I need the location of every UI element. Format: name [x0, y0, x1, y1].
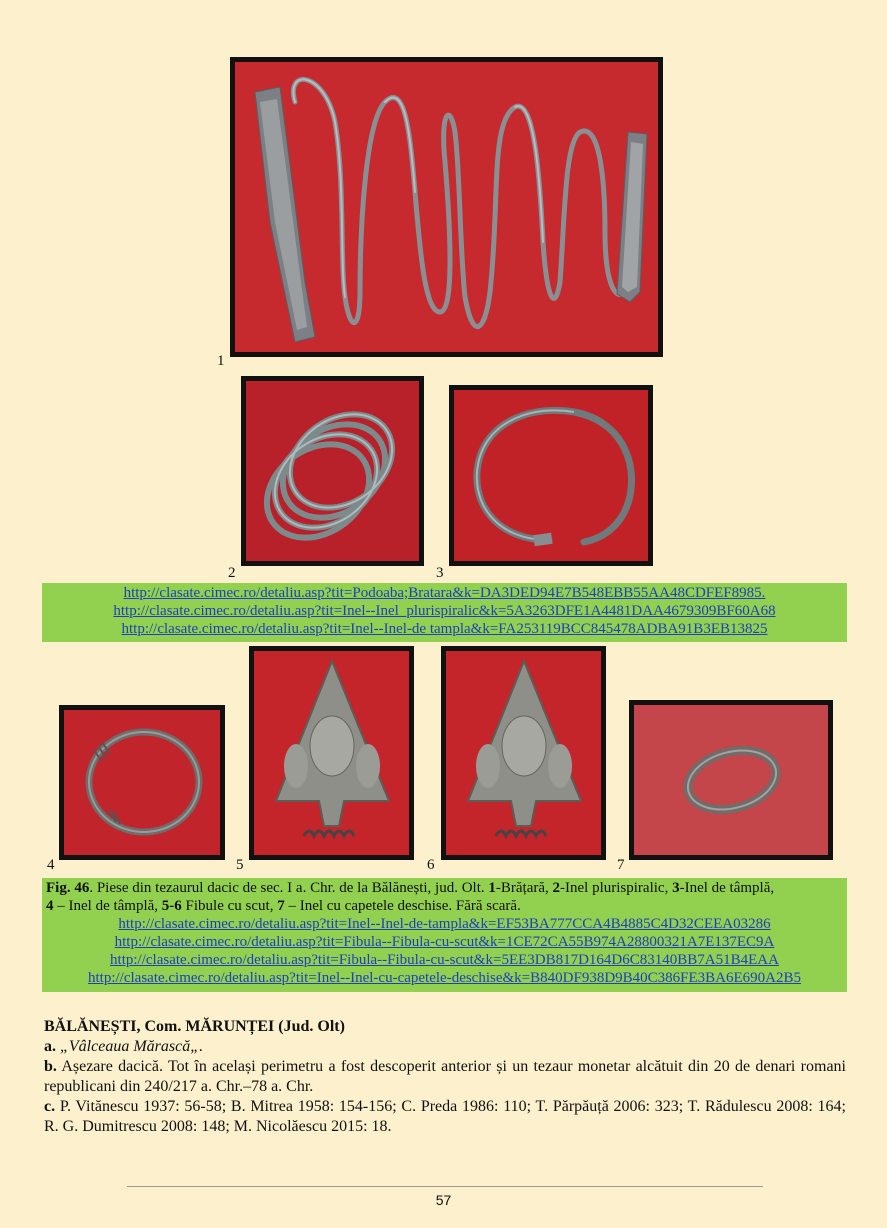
- caption-item: -Brățară,: [495, 880, 553, 896]
- temple-ring-image: [454, 390, 648, 561]
- caption-num: 4: [46, 898, 54, 914]
- fibula-2-image: [446, 651, 601, 855]
- caption-text: [42, 879, 847, 915]
- caption-fig-label: Fig. 46: [46, 880, 90, 896]
- entry-a: a. „Vâlceaua Mărască„.: [44, 1038, 204, 1055]
- photo-spiral-ring: [241, 376, 424, 566]
- photo-temple-ring-2: [59, 705, 225, 860]
- entry-c: c. P. Vitănescu 1937: 56-58; B. Mitrea 1958: 154-156; C. Preda 1986: 110; T. Părpăuță 2006: 323; T. Rădulescu 2008: 164; R. G. Dumitrescu 2008: 148; M. Nicolăescu 2015: 18.: [44, 1098, 846, 1135]
- caption-item: -Inel de tâmplă,: [679, 880, 775, 896]
- caption-item: Fibule cu scut,: [181, 898, 278, 914]
- page-number: 57: [435, 1192, 452, 1208]
- fibula-1-image: [254, 651, 409, 855]
- figure-caption: [42, 878, 847, 992]
- photo-fibula-2: [441, 646, 606, 860]
- spiral-ring-image: [246, 381, 419, 561]
- temple-ring-2-image: [64, 710, 220, 855]
- source-link[interactable]: http://clasate.cimec.ro/detaliu.asp?tit=Fibula--Fibula-cu-scut&k=1CE72CA55B974A28800321A7E137EC9A: [114, 934, 775, 950]
- caption-item: – Inel cu capetele deschise. Fără scară.: [284, 898, 521, 914]
- source-link[interactable]: http://clasate.cimec.ro/detaliu.asp?tit=Fibula--Fibula-cu-scut&k=5EE3DB817D164D6C83140BB7A51B4EAA: [110, 952, 779, 968]
- photo-fibula-1: [249, 646, 414, 860]
- caption-num: 1: [488, 880, 496, 896]
- caption-num: 7: [277, 898, 285, 914]
- photo-label-5: 5: [236, 857, 244, 873]
- entry-b: b. Așezare dacică. Tot în același perimetru a fost descoperit anterior și un tezaur monetar alcătuit din 20 de denari romani republicani din 240/217 a. Chr.–78 a. Chr.: [44, 1058, 846, 1095]
- caption-num: 2: [552, 880, 561, 896]
- source-link[interactable]: http://clasate.cimec.ro/detaliu.asp?tit=Inel--Inel_plurispiralic&k=5A3263DFE1A4481DAA4679309BF60A68: [113, 603, 776, 619]
- photo-label-6: 6: [427, 857, 435, 873]
- caption-intro: . Piese din tezaurul dacic de sec. I a. Chr. de la Bălănești, jud. Olt.: [89, 880, 489, 896]
- photo-bracelet: [230, 57, 663, 357]
- photo-label-4: 4: [47, 857, 55, 873]
- source-link[interactable]: http://clasate.cimec.ro/detaliu.asp?tit=Podoaba;Bratara&k=DA3DED94E7B548EBB55AA48CDFEF8985.: [123, 585, 766, 601]
- footer-rule: [127, 1186, 763, 1187]
- entry-heading: BĂLĂNEȘTI, Com. MĂRUNȚEI (Jud. Olt): [44, 1018, 345, 1035]
- open-ring-image: [634, 705, 828, 855]
- caption-num: 5-6: [161, 898, 182, 914]
- photo-label-3: 3: [436, 565, 444, 581]
- photo-temple-ring: [449, 385, 653, 566]
- photo-open-ring: [629, 700, 833, 860]
- bracelet-image: [235, 62, 658, 352]
- source-link[interactable]: http://clasate.cimec.ro/detaliu.asp?tit=Inel--Inel-de tampla&k=FA253119BCC845478ADBA91B3EB13825: [121, 621, 768, 637]
- caption-item: – Inel de tâmplă,: [53, 898, 162, 914]
- photo-label-2: 2: [228, 565, 236, 581]
- source-link[interactable]: http://clasate.cimec.ro/detaliu.asp?tit=Inel--Inel-cu-capetele-deschise&k=B840DF938D9B40C386FE3BA6E690A2B5: [88, 970, 801, 986]
- photo-label-1: 1: [217, 353, 225, 369]
- caption-num: 3: [672, 880, 680, 896]
- photo-label-7: 7: [617, 857, 625, 873]
- source-link[interactable]: http://clasate.cimec.ro/detaliu.asp?tit=Inel--Inel-de-tampla&k=EF53BA777CCA4B4885C4D32CEEA03286: [118, 916, 771, 932]
- source-links-top: [42, 583, 847, 642]
- site-entry: [44, 1017, 846, 1137]
- caption-item: -Inel plurispiralic,: [560, 880, 673, 896]
